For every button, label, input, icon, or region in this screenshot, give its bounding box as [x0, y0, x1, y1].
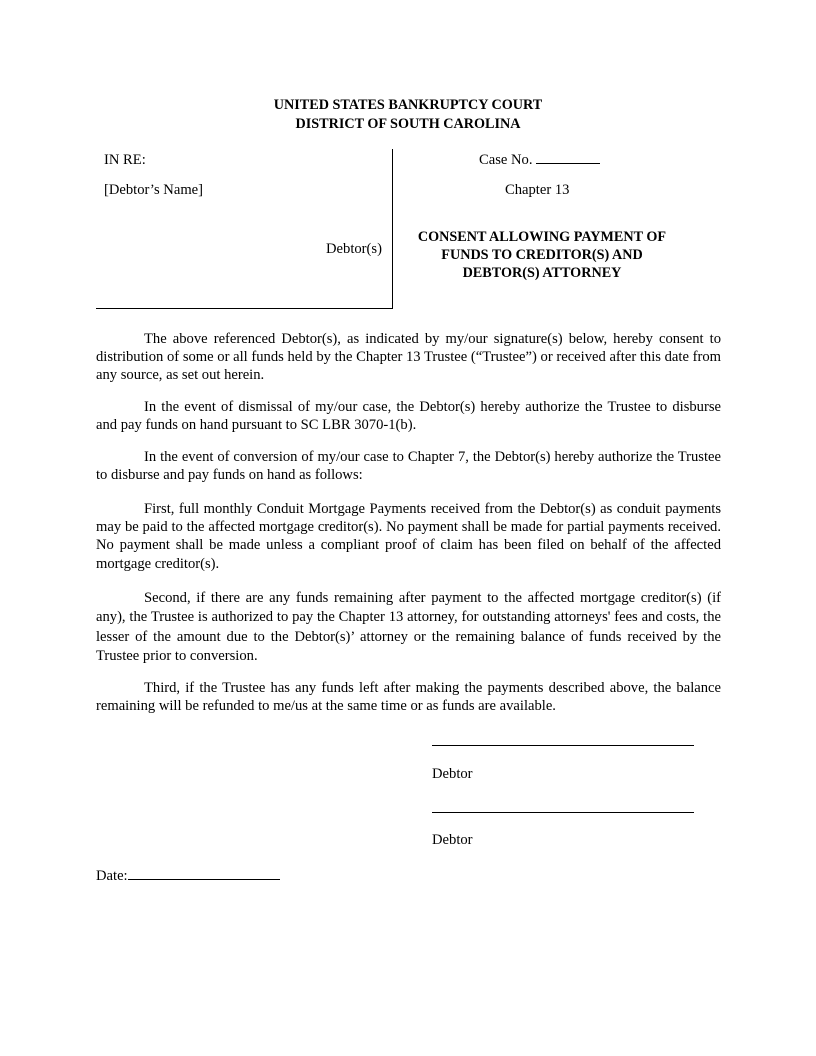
- date-label: Date:: [96, 868, 128, 884]
- debtor-name-placeholder: [Debtor’s Name]: [104, 182, 204, 198]
- case-number: [479, 151, 600, 169]
- paragraph-second: Second, if there are any funds remaining after payment to the affected mortgage creditor(s) (if any), the Trustee is authorized to pay the Chapter 13 attorney, for outstanding attorneys' fees and costs, the lesser of the amount due to the Debtor(s)’ attorney or the remaining balance of funds received by the Trustee prior to conversion.: [96, 590, 721, 665]
- debtor-signature-label-1: Debtor: [432, 766, 473, 782]
- title-line-1: CONSENT ALLOWING PAYMENT OF: [417, 229, 667, 245]
- in-re-label: IN RE:: [104, 152, 146, 168]
- paragraph-consent: The above referenced Debtor(s), as indicated by my/our signature(s) below, hereby consent to distribution of some or all funds held by the Chapter 13 Trustee (“Trustee”) or received after this date from any source, as set out herein.: [96, 331, 721, 384]
- debtor-label: Debtor(s): [326, 241, 382, 257]
- case-no-blank: [536, 151, 600, 164]
- title-line-3: DEBTOR(S) ATTORNEY: [462, 265, 622, 281]
- paragraph-dismissal: In the event of dismissal of my/our case, the Debtor(s) hereby authorize the Trustee to disburse and pay funds on hand pursuant to SC LBR 3070-1(b).: [96, 399, 721, 434]
- document-title: [394, 228, 690, 282]
- debtor-signature-line-2[interactable]: [432, 812, 694, 813]
- chapter-label: Chapter 13: [505, 182, 570, 198]
- caption-horizontal-divider: [96, 308, 392, 309]
- court-district: DISTRICT OF SOUTH CAROLINA: [295, 116, 521, 132]
- debtor-signature-label-2: Debtor: [432, 832, 473, 848]
- date-field: [96, 866, 280, 885]
- case-no-label: Case No.: [479, 152, 533, 168]
- debtor-signature-line-1[interactable]: [432, 745, 694, 746]
- paragraph-first: First, full monthly Conduit Mortgage Payments received from the Debtor(s) as conduit payments may be paid to the affected mortgage creditor(s). No payment shall be made for partial payments received. No payment shall be made unless a compliant proof of claim has been filed on behalf of the affected mortgage creditor(s).: [96, 501, 721, 572]
- date-blank[interactable]: [128, 866, 280, 880]
- paragraph-third: Third, if the Trustee has any funds left after making the payments described above, the balance remaining will be refunded to me/us at the same time or as funds are available.: [96, 680, 721, 715]
- title-line-2: FUNDS TO CREDITOR(S) AND: [441, 247, 643, 263]
- caption-vertical-divider: [392, 149, 393, 309]
- court-name: UNITED STATES BANKRUPTCY COURT: [273, 97, 543, 113]
- paragraph-conversion: In the event of conversion of my/our case to Chapter 7, the Debtor(s) hereby authorize the Trustee to disburse and pay funds on hand as follows:: [96, 449, 721, 484]
